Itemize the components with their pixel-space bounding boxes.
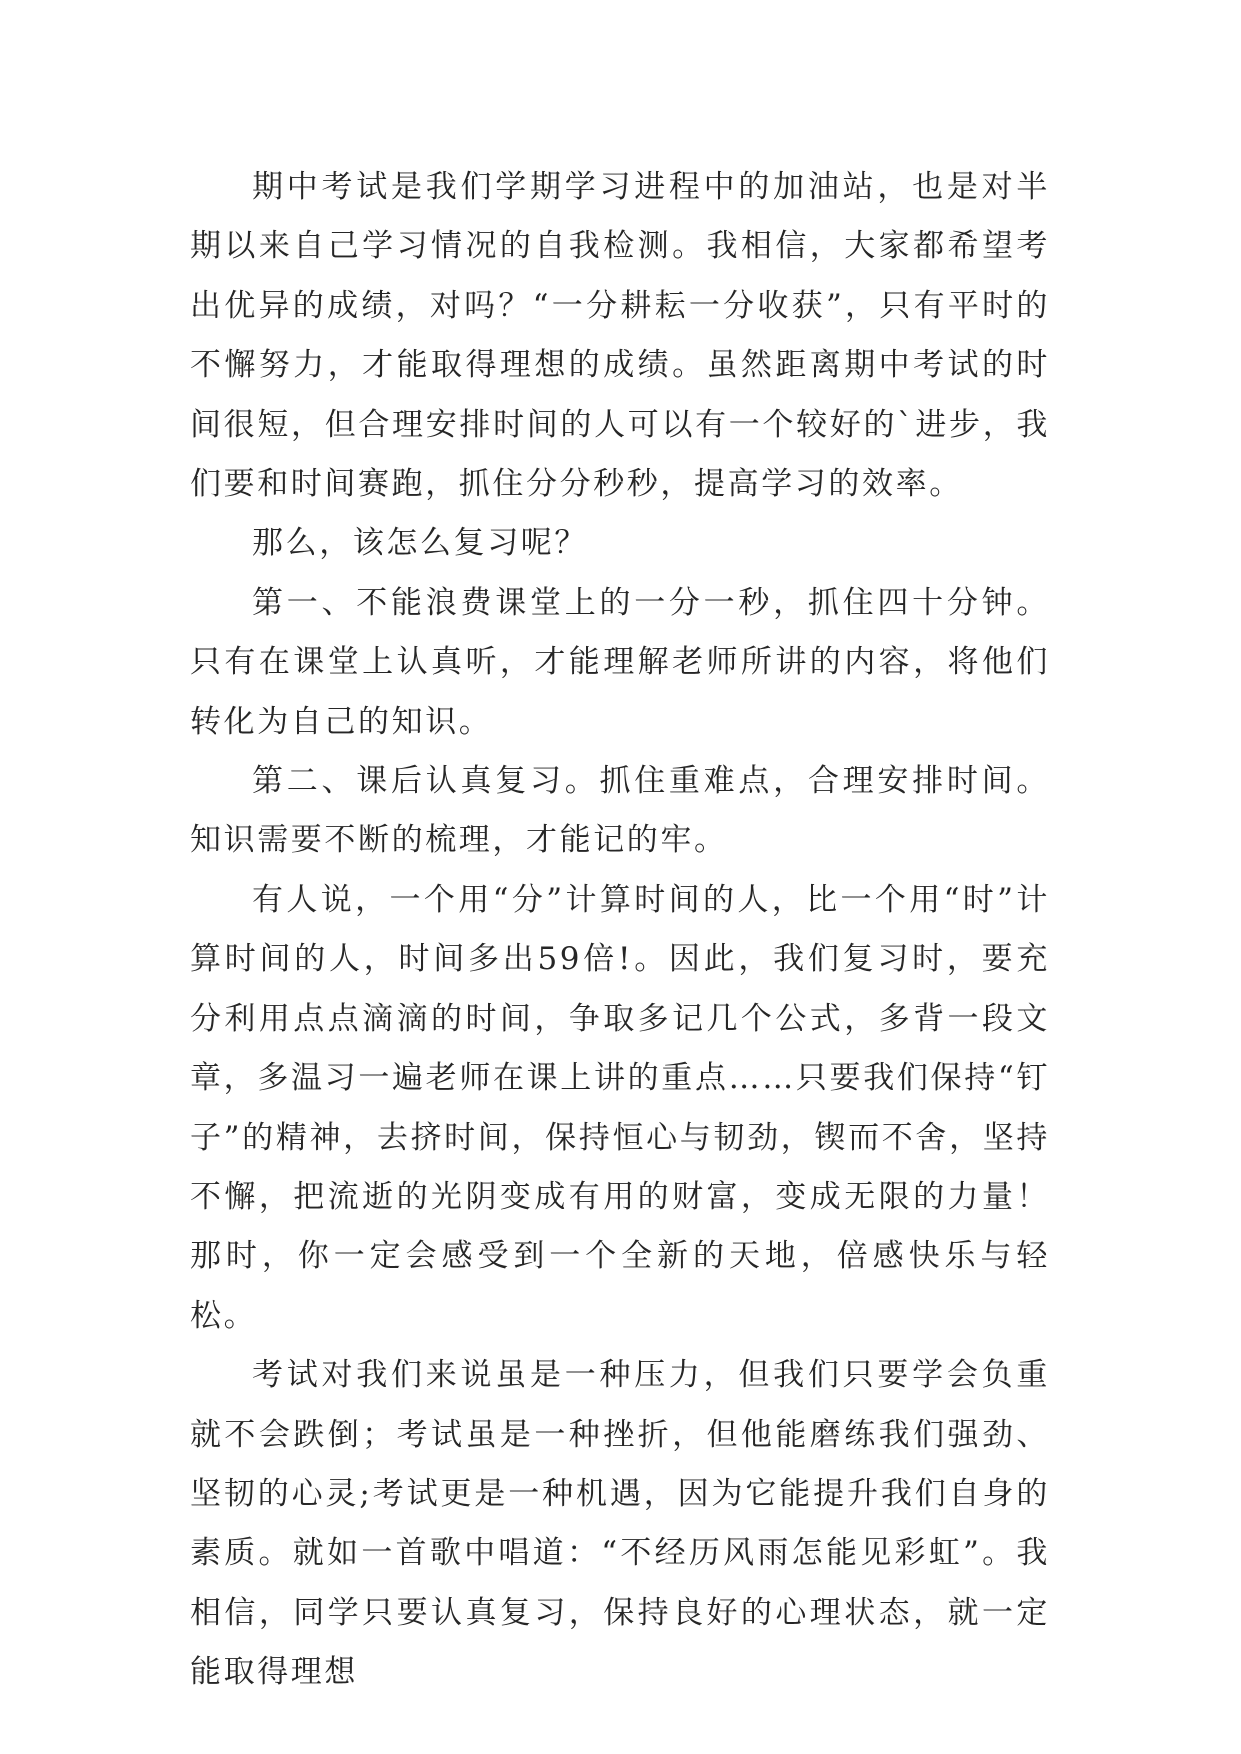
document-body xyxy=(190,158,1050,1703)
paragraph: 第二、课后认真复习。抓住重难点，合理安排时间。知识需要不断的梳理，才能记的牢。 xyxy=(190,763,1050,859)
paragraph: 有人说，一个用“分”计算时间的人，比一个用“时”计算时间的人，时间多出59倍!。因此，我们复习时，要充分利用点点滴滴的时间，争取多记几个公式，多背一段文章，多温习一遍老师在课上讲的重点……只要我们保持“钉子”的精神，去挤时间，保持恒心与韧劲，锲而不舍，坚持不懈，把流逝的光阴变成有用的财富，变成无限的力量！那时，你一定会感受到一个全新的天地，倍感快乐与轻松。 xyxy=(190,881,1050,1334)
paragraph: 那么，该怎么复习呢？ xyxy=(252,525,588,562)
paragraph: 考试对我们来说虽是一种压力，但我们只要学会负重就不会跌倒；考试虽是一种挫折，但他能磨练我们强劲、坚韧的心灵;考试更是一种机遇，因为它能提升我们自身的素质。就如一首歌中唱道：“不经历风雨怎能见彩虹”。我相信，同学只要认真复习，保持良好的心理状态，就一定能取得理想 xyxy=(190,1357,1050,1691)
paragraph: 期中考试是我们学期学习进程中的加油站，也是对半期以来自己学习情况的自我检测。我相信，大家都希望考出优异的成绩，对吗？“一分耕耘一分收获”，只有平时的不懈努力，才能取得理想的成绩。虽然距离期中考试的时间很短，但合理安排时间的人可以有一个较好的`进步，我们要和时间赛跑，抓住分分秒秒，提高学习的效率。 xyxy=(190,169,1050,503)
paragraph: 第一、不能浪费课堂上的一分一秒，抓住四十分钟。只有在课堂上认真听，才能理解老师所讲的内容，将他们转化为自己的知识。 xyxy=(190,584,1050,740)
